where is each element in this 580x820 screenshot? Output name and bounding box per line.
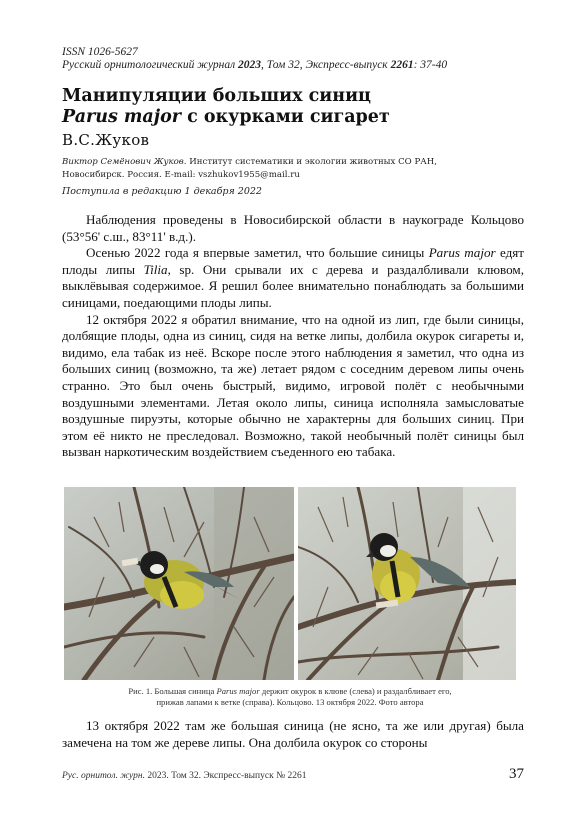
issn: ISSN 1026-5627 (62, 46, 138, 58)
article-body (62, 212, 524, 461)
paragraph-2-species: Parus major (428, 245, 496, 261)
journal-year: 2023 (238, 59, 261, 71)
paragraph-2-text-a: Осенью 2022 года я впервые заметил, что большие синицы (86, 245, 429, 261)
footer-issue-info: 2023. Том 32. Экспресс-выпуск № 2261 (144, 771, 307, 781)
caption-line-2: прижав лапами к ветке (справа). Кольцово. 13 октября 2022. Фото автора (156, 697, 424, 707)
journal-pages: : 37-40 (413, 59, 448, 71)
affiliation-line-2: Новосибирск. Россия. E-mail: vszhukov1955@mail.ru (62, 170, 300, 180)
paragraph-2-text-b: едят плоды липы (62, 245, 524, 277)
paragraph-4: 13 октября 2022 там же большая синица (не ясно, та же или другая) была замечена на том же дереве липы. Она долбила окурок со стороны (62, 718, 524, 750)
journal-issue: 2261 (390, 59, 414, 71)
figure-photo-right (298, 487, 516, 680)
affiliation-institute: Институт систематики и экологии животных СО РАН, (186, 157, 437, 167)
paragraph-3: 12 октября 2022 я обратил внимание, что на одной из лип, где были синицы, долбящие плоды, одна из синиц, сидя на ветке липы, долбила окурок сигареты и, видимо, ела табак из неё. Вскоре после этого наблюдения я заметил, что одна из больших синиц (возможно, та же) летает рядом с соседним деревом липы очень странно. Это был очень быстрый, видимо, игровой полёт с необычными воздушными элементами. Летая около липы, синица исполняла замысловатые воздушные пируэты, которые обычно не характерны для больших синиц. При этом её никто не преследовал. Возможно, такой необычный полёт синицы был вызван наркотическим воздействием съеденного ею табака. (62, 311, 524, 460)
page-footer (62, 766, 524, 784)
affiliation-person: Виктор Семёнович Жуков. (62, 157, 187, 167)
photo-great-tit-pecking-butt (298, 487, 516, 680)
received-date: Поступила в редакцию 1 декабря 2022 (62, 186, 262, 197)
author-name: В.С.Жуков (62, 131, 150, 149)
caption-line-1 (70, 686, 510, 697)
figure-photo-left (64, 487, 294, 680)
paragraph-1: Наблюдения проведены в Новосибирской области в наукограде Кольцово (53°56' с.ш., 83°11' в.д.). (62, 212, 524, 244)
footer-journal-abbr: Рус. орнитол. журн. (62, 771, 145, 781)
caption-text-a: Рис. 1. Большая синица (128, 686, 217, 696)
article-title (62, 86, 522, 128)
affiliation-line-1 (62, 156, 522, 169)
journal-reference (62, 59, 532, 72)
journal-name: Русский орнитологический журнал (62, 59, 236, 71)
title-line-2 (62, 107, 522, 128)
article-body-continued (62, 718, 524, 751)
title-species: Parus major (62, 107, 181, 127)
caption-text-b: держит окурок в клюве (слева) и раздалбливает его, (259, 686, 452, 696)
author-affiliation (62, 156, 522, 182)
journal-volume: , Том 32, Экспресс-выпуск (261, 59, 391, 71)
photo-great-tit-holding-butt (64, 487, 294, 680)
figure-caption (70, 686, 510, 708)
paragraph-2-text-c: , sp. Они срывали их с дерева и раздалбливали клювом, выклёвывая содержимое. Я решил более внимательно понаблюдать за большими синицами, поедающими плоды липы. (62, 261, 524, 310)
title-rest: с окурками сигарет (181, 107, 390, 127)
paragraph-2-genus: Tilia (143, 261, 168, 277)
page-number: 37 (509, 766, 524, 782)
title-line-1: Манипуляции больших синиц (62, 86, 371, 106)
footer-citation (62, 771, 307, 781)
paragraph-2 (62, 245, 524, 311)
caption-species: Parus major (216, 686, 260, 696)
